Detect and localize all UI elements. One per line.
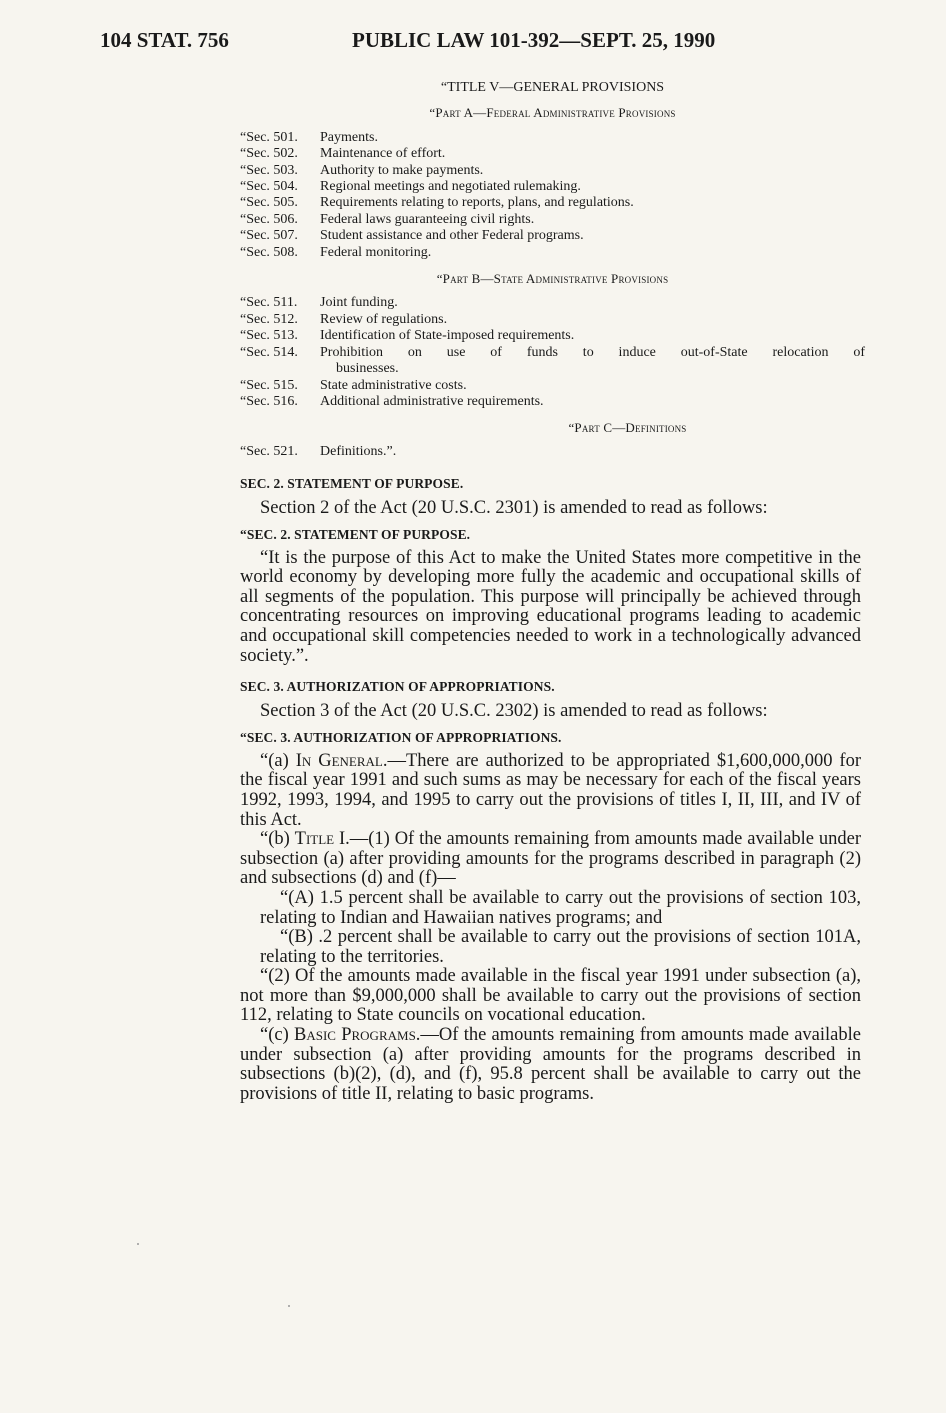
page-header	[100, 28, 886, 60]
toc-item: “Sec. 514. Prohibition on use of funds to induce out-of-State relocation of	[240, 344, 865, 360]
subparagraph-b-B: “(B) .2 percent shall be available to carry out the provisions of section 101A, relating to the territories.	[260, 927, 861, 967]
subsection-a: “(a) In General.—There are authorized to be appropriated $1,600,000,000 for the fiscal year 1991 and such sums as may be necessary for each of the fiscal years 1992, 1993, 1994, and 1995 to carry out the provisions of titles I, II, III, and IV of this Act.	[240, 750, 861, 830]
toc-item: “Sec. 502. Maintenance of effort.	[240, 146, 446, 162]
toc-part-c-heading: “Part C—Definitions	[568, 420, 687, 436]
section-2-heading: SEC. 2. STATEMENT OF PURPOSE.	[240, 476, 464, 491]
paragraph-b-2: “(2) Of the amounts made available in the fiscal year 1991 under subsection (a), not more than $9,000,000 shall be available to carry out the provisions of section 112, relating to State councils on vocational education.	[240, 966, 861, 1026]
public-law-reference: PUBLIC LAW 101-392—SEPT. 25, 1990	[352, 28, 716, 52]
section-3-quoted-heading: “SEC. 3. AUTHORIZATION OF APPROPRIATIONS.	[240, 729, 562, 745]
toc-item: “Sec. 516. Additional administrative requirements.	[240, 393, 544, 409]
toc-item: “Sec. 511. Joint funding.	[240, 295, 398, 311]
amendment-body	[240, 476, 861, 1104]
toc-part-c-list	[240, 444, 865, 460]
title-v-contents	[240, 80, 865, 460]
section-3-intro: Section 3 of the Act (20 U.S.C. 2302) is amended to read as follows:	[260, 701, 768, 722]
section-2-intro: Section 2 of the Act (20 U.S.C. 2301) is amended to read as follows:	[260, 498, 768, 518]
toc-item: “Sec. 505. Requirements relating to reports, plans, and regulations.	[240, 195, 634, 211]
toc-item: “Sec. 515. State administrative costs.	[240, 377, 467, 393]
section-3-heading: SEC. 3. AUTHORIZATION OF APPROPRIATIONS.	[240, 679, 555, 695]
toc-item: “Sec. 503. Authority to make payments.	[240, 162, 484, 178]
subparagraph-b-A: “(A) 1.5 percent shall be available to carry out the provisions of section 103, relating to Indian and Hawaiian natives programs; and	[260, 887, 861, 928]
section-2-quoted-heading: “SEC. 2. STATEMENT OF PURPOSE.	[240, 526, 471, 542]
toc-title: “TITLE V—GENERAL PROVISIONS	[440, 80, 665, 95]
toc-item: “Sec. 506. Federal laws guaranteeing civil rights.	[240, 211, 535, 227]
subsection-c: “(c) Basic Programs.—Of the amounts remaining from amounts made available under subsection (a) after providing amounts for the programs described in subsections (b)(2), (d), and (f), 95.8 percent shall be available to carry out the provisions of title II, relating to basic programs.	[240, 1025, 861, 1104]
stat-page-reference: 104 STAT. 756	[100, 28, 229, 52]
toc-item: “Sec. 504. Regional meetings and negotiated rulemaking.	[240, 179, 581, 195]
toc-item: “Sec. 501. Payments.	[240, 129, 378, 145]
toc-item: “Sec. 521. Definitions.”.	[240, 443, 397, 459]
toc-item: “Sec. 513. Identification of State-imposed requirements.	[240, 328, 575, 344]
subsection-b-label: Title I.	[294, 829, 350, 850]
toc-part-b-heading: “Part B—State Administrative Provisions	[436, 271, 669, 287]
toc-part-b-list	[240, 295, 865, 410]
scan-speck	[288, 1305, 290, 1307]
toc-item: “Sec. 507. Student assistance and other Federal programs.	[240, 228, 584, 244]
subsection-a-label: In General.	[295, 750, 388, 771]
toc-item: “Sec. 508. Federal monitoring.	[240, 244, 432, 260]
toc-part-a-heading: “Part A—Federal Administrative Provisions	[429, 105, 676, 121]
subsection-c-label: Basic Programs.	[294, 1025, 421, 1046]
toc-part-a-list	[240, 130, 865, 261]
subsection-b: “(b) Title I.—(1) Of the amounts remaining from amounts made available under subsection (a) after providing amounts for the programs described in paragraph (2) and subsections (d) and (f)—	[240, 829, 861, 889]
section-2-purpose-text: “It is the purpose of this Act to make the United States more competitive in the world economy by developing more fully the academic and occupational skills of all segments of the population. This purpose will principally be achieved through concentrating resources on improving educational programs leading to academic and occupational skill competencies needed to work in a technologically advanced society.”.	[240, 547, 861, 666]
toc-item: “Sec. 512. Review of regulations.	[240, 311, 448, 327]
toc-item-continuation: businesses.	[336, 361, 399, 377]
scan-speck	[137, 1243, 139, 1245]
